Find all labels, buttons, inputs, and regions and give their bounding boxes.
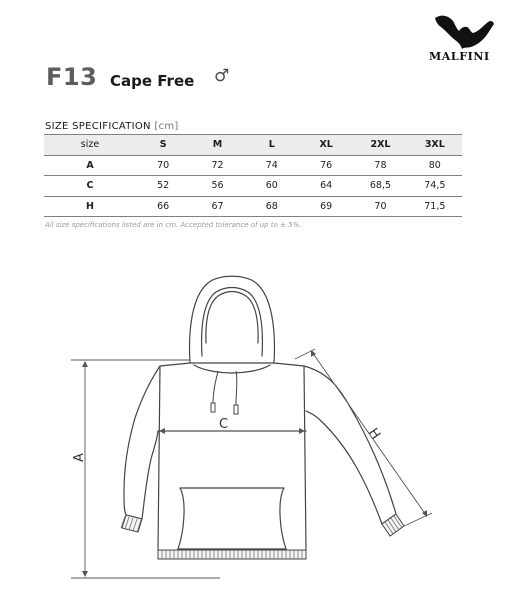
table-cell: 74 — [245, 155, 299, 176]
row-label-a: A — [44, 155, 136, 176]
right-drawstring — [236, 371, 237, 405]
table-cell: 56 — [190, 176, 244, 197]
table-cell: 69 — [299, 196, 353, 217]
left-sleeve — [124, 366, 160, 519]
kangaroo-pocket — [178, 488, 286, 549]
product-name: Cape Free — [110, 72, 195, 90]
table-cell: 80 — [408, 155, 462, 176]
table-cell: 70 — [353, 196, 407, 217]
table-cell: 72 — [190, 155, 244, 176]
male-symbol-icon: ♂ — [214, 66, 230, 86]
product-code: F13 — [46, 63, 98, 91]
left-drawstring — [213, 371, 218, 403]
table-cell: 64 — [299, 176, 353, 197]
hood-inner — [202, 288, 263, 357]
right-drawstring-tip — [234, 405, 238, 414]
table-cell: 68,5 — [353, 176, 407, 197]
size-spec-unit: [cm] — [154, 121, 179, 132]
left-drawstring-tip — [211, 403, 215, 412]
table-cell: 71,5 — [408, 196, 462, 217]
brand-name: MALFINI — [429, 50, 490, 63]
waistband — [158, 550, 306, 559]
measure-a-arrow-up — [82, 361, 88, 367]
left-cuff — [121, 515, 142, 532]
measure-label-h: H — [365, 425, 384, 443]
table-cell: 67 — [190, 196, 244, 217]
table-cell: 78 — [353, 155, 407, 176]
tolerance-note: All size specifications listed are in cm. Accepted tolerance of up to ± 5%. — [45, 221, 302, 229]
row-label-h: H — [44, 196, 136, 217]
header-cell-size: size — [44, 135, 136, 156]
measure-h-bottom-guide — [402, 513, 432, 527]
size-spec-title: SIZE SPECIFICATION — [45, 121, 151, 132]
table-cell: 70 — [136, 155, 190, 176]
measure-c — [159, 428, 305, 434]
header-cell-xl: XL — [299, 135, 353, 156]
header-cell-2xl: 2XL — [353, 135, 407, 156]
measure-h — [295, 349, 432, 527]
row-label-c: C — [44, 176, 136, 197]
table-cell: 60 — [245, 176, 299, 197]
right-sleeve — [304, 366, 396, 524]
body-outline — [158, 363, 306, 555]
right-cuff — [382, 514, 404, 536]
table-cell: 76 — [299, 155, 353, 176]
hood-trim — [206, 292, 258, 344]
neck-line — [194, 365, 270, 373]
measure-a-arrow-down — [82, 571, 88, 577]
table-cell: 66 — [136, 196, 190, 217]
header-cell-3xl: 3XL — [408, 135, 462, 156]
table-cell: 52 — [136, 176, 190, 197]
drawstrings — [211, 371, 238, 414]
header-cell-l: L — [245, 135, 299, 156]
table-cell: 74,5 — [408, 176, 462, 197]
measure-label-c: C — [219, 417, 229, 432]
header-cell-m: M — [190, 135, 244, 156]
hoodie-outline — [124, 276, 396, 554]
table-cell: 68 — [245, 196, 299, 217]
header-cell-s: S — [136, 135, 190, 156]
measure-label-a: A — [72, 453, 87, 462]
